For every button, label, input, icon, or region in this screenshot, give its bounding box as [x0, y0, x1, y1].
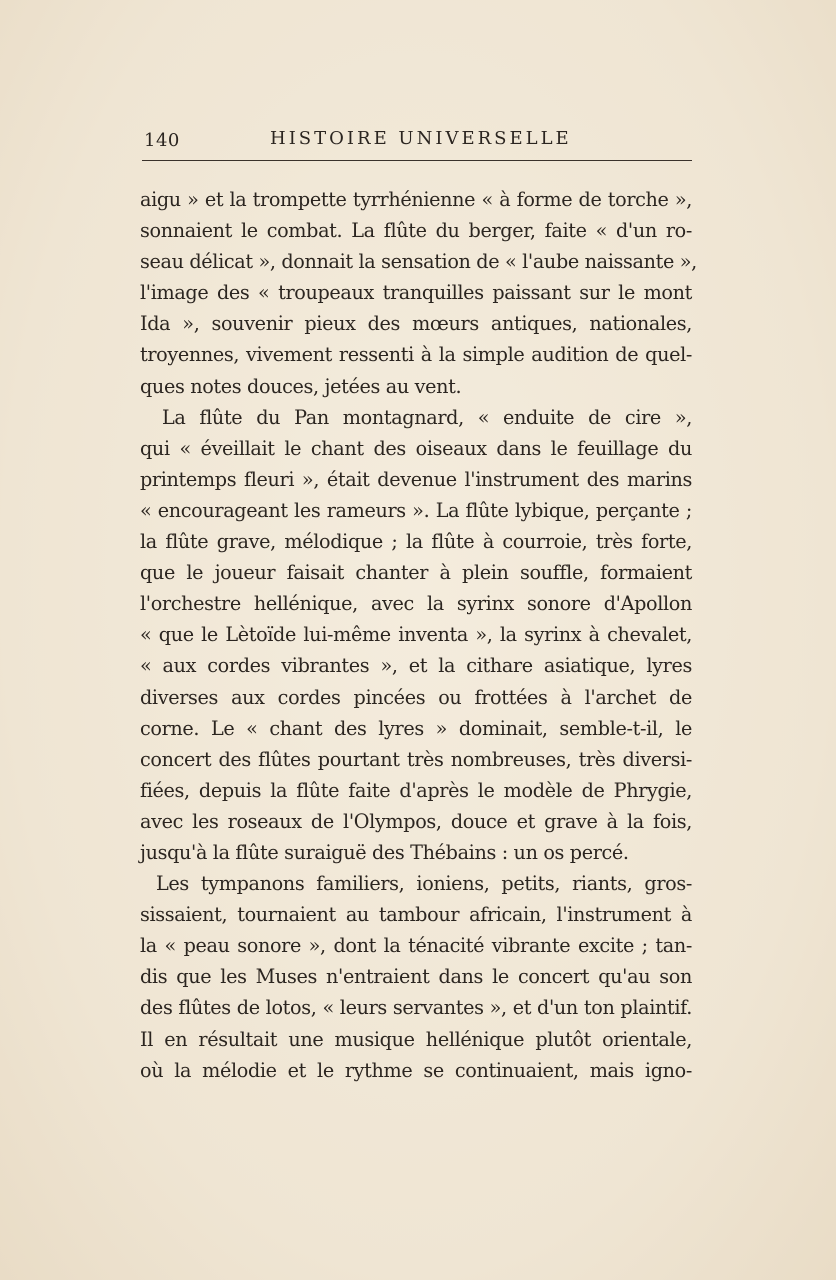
text-line: que le joueur faisait chanter à plein souffle, formaient — [140, 561, 692, 585]
text-line: où la mélodie et le rythme se continuaient, mais igno- — [140, 1058, 692, 1082]
header-rule — [142, 160, 692, 161]
text-line: qui « éveillait le chant des oiseaux dans le feuillage du — [140, 436, 692, 460]
text-line: corne. Le « chant des lyres » dominait, semble-t-il, le — [140, 716, 692, 740]
text-line: Ida », souvenir pieux des mœurs antiques, nationales, — [140, 312, 692, 336]
page-number: 140 — [144, 130, 180, 151]
text-line: sissaient, tournaient au tambour africain, l'instrument à — [140, 903, 692, 927]
text-line: l'orchestre hellénique, avec la syrinx sonore d'Apollon — [140, 592, 692, 616]
text-line: la flûte grave, mélodique ; la flûte à courroie, très forte, — [140, 530, 692, 554]
text-line: « que le Lètoïde lui-même inventa », la syrinx à chevalet, — [140, 623, 692, 647]
text-line: la « peau sonore », dont la ténacité vibrante excite ; tan- — [140, 934, 692, 958]
text-line: des flûtes de lotos, « leurs servantes », et d'un ton plaintif. — [140, 996, 692, 1020]
text-line: La flûte du Pan montagnard, « enduite de cire », — [162, 405, 692, 429]
text-line: jusqu'à la flûte suraiguë des Thébains : un os percé. — [140, 840, 629, 864]
text-line: printemps fleuri », était devenue l'instrument des marins — [140, 467, 692, 491]
text-line: « encourageant les rameurs ». La flûte lybique, perçante ; — [140, 498, 692, 522]
text-line: fiées, depuis la flûte faite d'après le modèle de Phrygie, — [140, 778, 692, 802]
running-head — [142, 126, 692, 156]
text-line: diverses aux cordes pincées ou frottées à l'archet de — [140, 685, 692, 709]
running-title: HISTOIRE UNIVERSELLE — [270, 128, 572, 149]
text-line: Il en résultait une musique hellénique plutôt orientale, — [140, 1027, 692, 1051]
text-line: « aux cordes vibrantes », et la cithare asiatique, lyres — [140, 654, 692, 678]
text-line: aigu » et la trompette tyrrhénienne « à forme de torche », — [140, 188, 692, 211]
text-line: seau délicat », donnait la sensation de « l'aube naissante », — [140, 250, 697, 274]
text-line: Les tympanons familiers, ioniens, petits, riants, gros- — [156, 872, 692, 896]
body-text — [140, 184, 697, 1086]
text-line: l'image des « troupeaux tranquilles paissant sur le mont — [140, 281, 692, 305]
text-line: dis que les Muses n'entraient dans le concert qu'au son — [140, 965, 692, 989]
text-line: concert des flûtes pourtant très nombreuses, très diversi- — [140, 747, 692, 771]
text-line: troyennes, vivement ressenti à la simple audition de quel- — [140, 343, 692, 367]
text-line: avec les roseaux de l'Olympos, douce et grave à la fois, — [140, 809, 692, 833]
text-line: ques notes douces, jetées au vent. — [140, 374, 462, 398]
text-line: sonnaient le combat. La flûte du berger, faite « d'un ro- — [140, 219, 692, 243]
